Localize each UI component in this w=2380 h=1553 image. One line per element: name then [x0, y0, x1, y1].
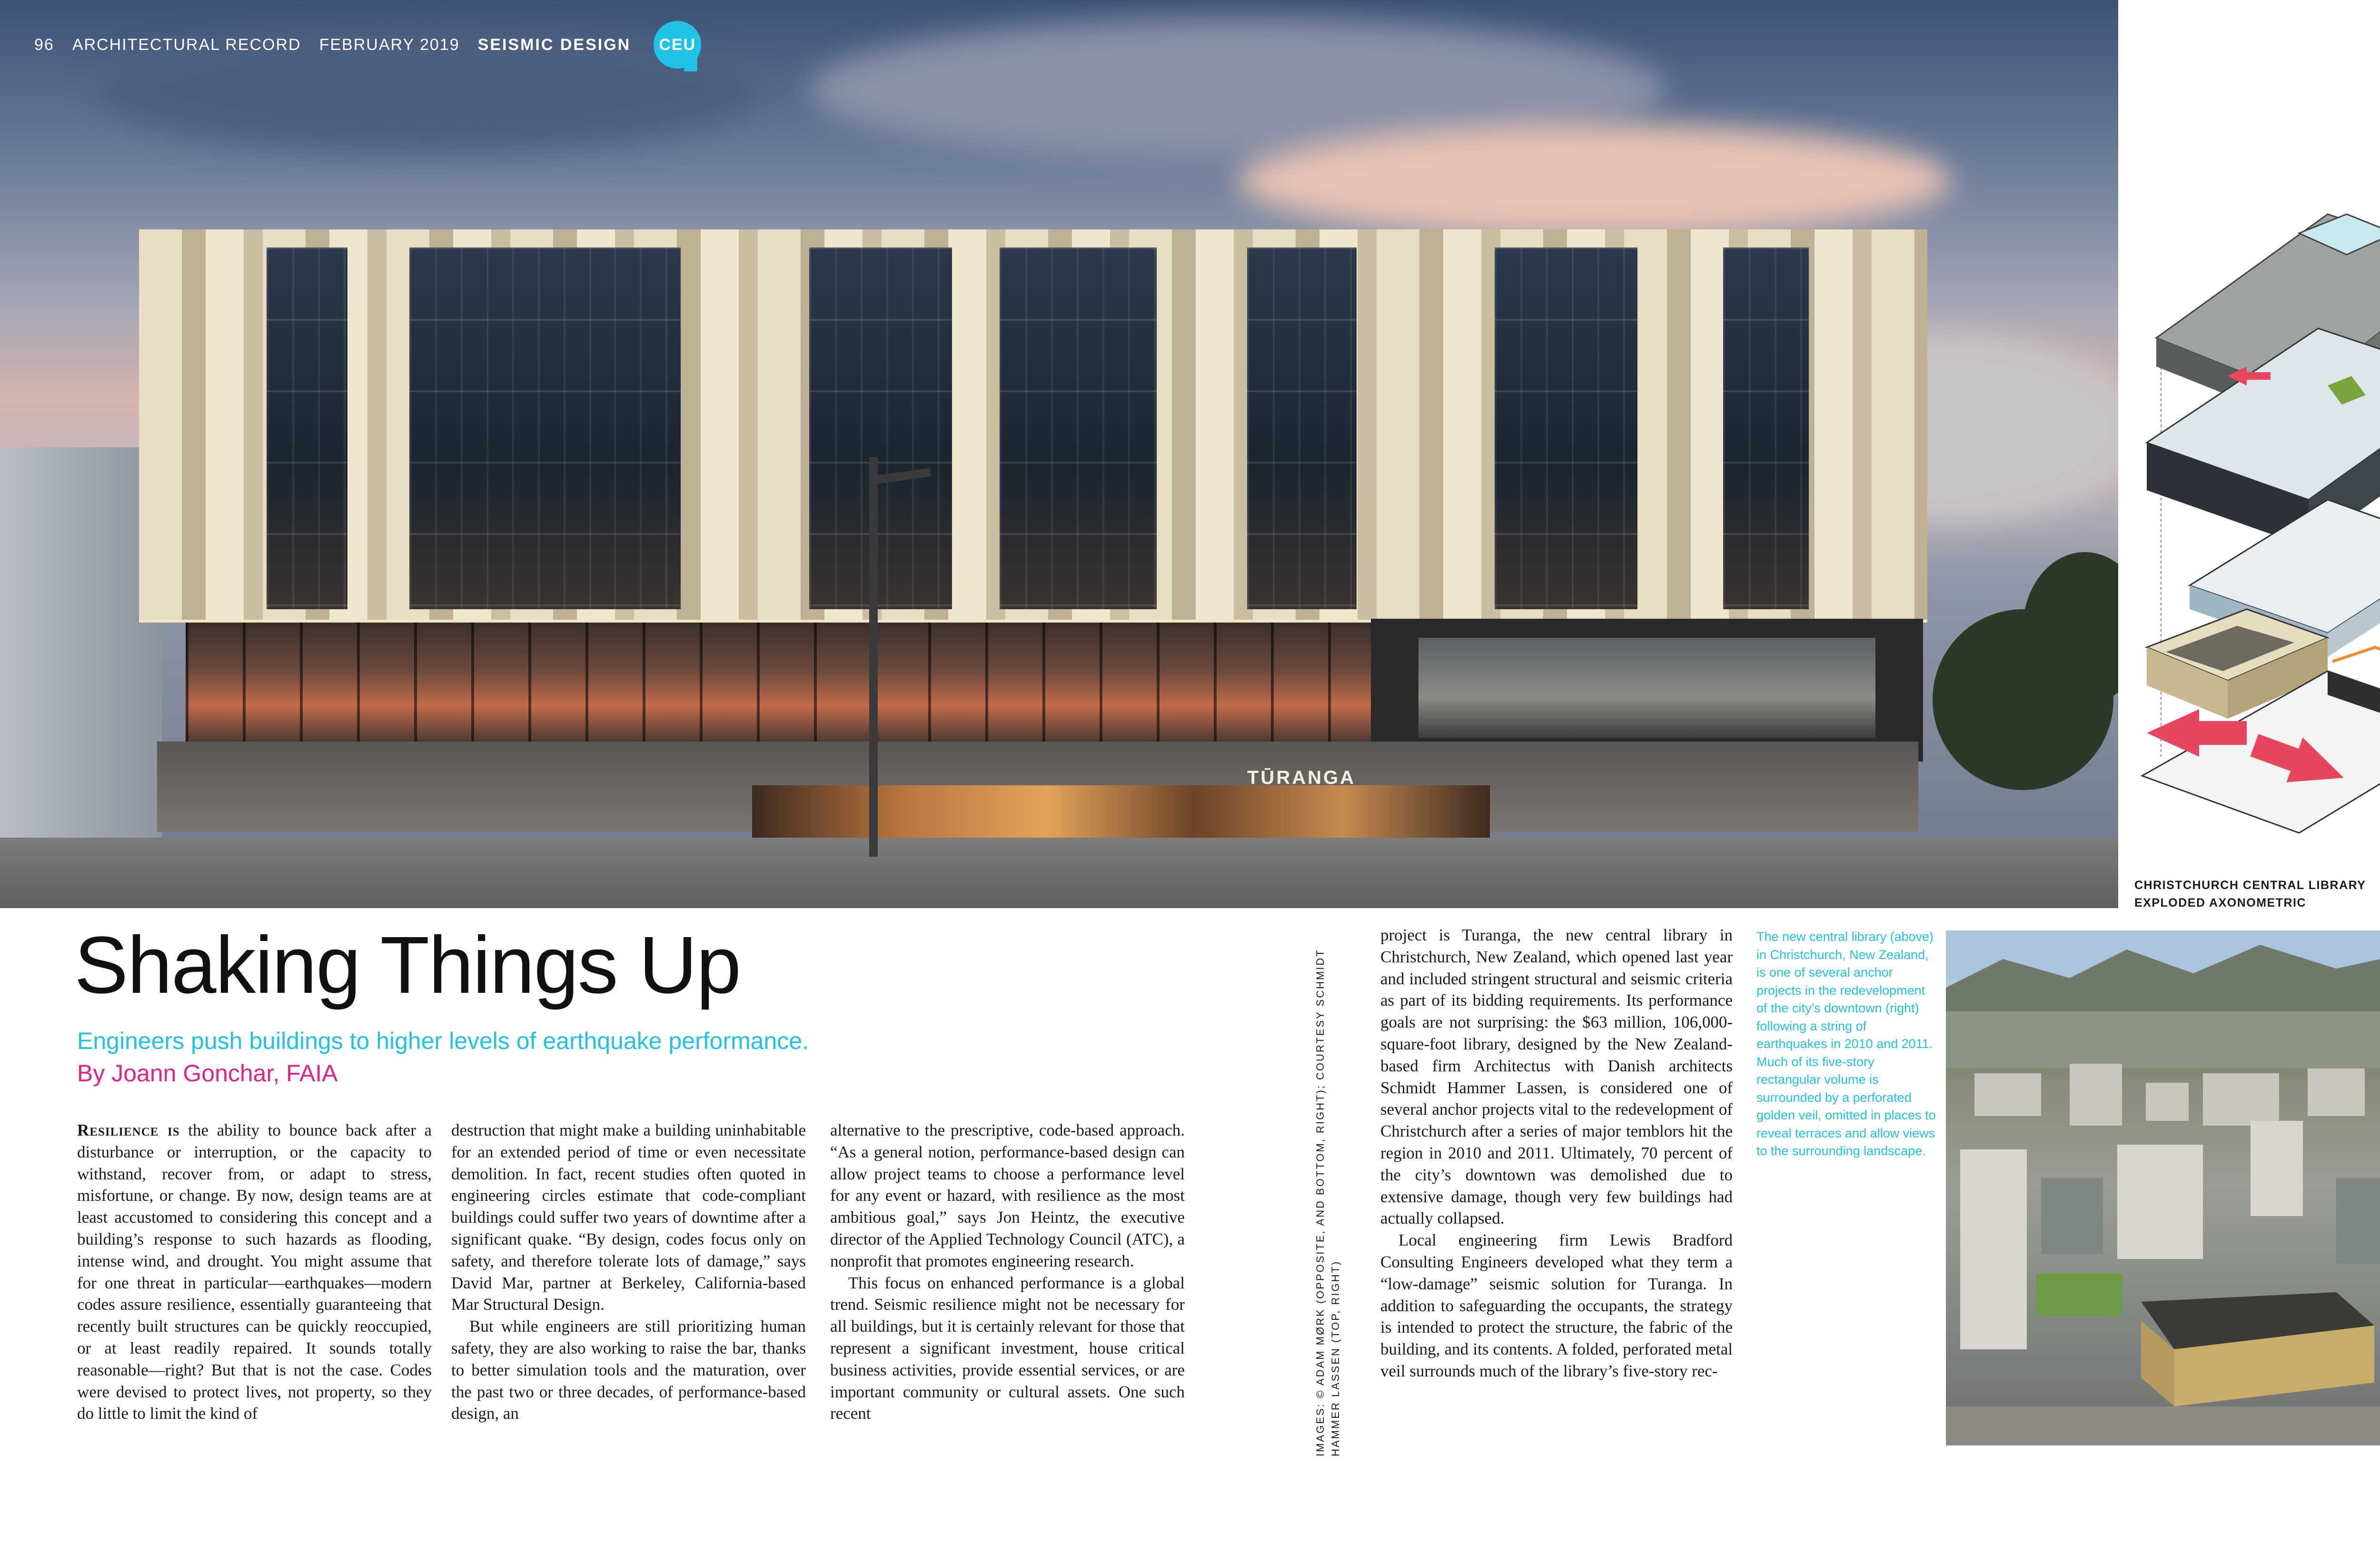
glazed-ground-floor	[186, 623, 1404, 742]
running-header	[34, 26, 701, 64]
article-title: Shaking Things Up	[74, 920, 741, 1010]
body-paragraph	[77, 1119, 432, 1424]
paragraph-text: the ability to bounce back after a disturbance or interruption, or the capacity to withstand, recover from, or adapt to stress, misfortune, or change. By now, design teams are at least accustomed to considering this concept and a building’s response to such hazards as flooding, intense wind, and drought. You might assume that for one threat in particular—earthquakes—modern codes assure resilience, essentially guaranteeing that recently built structures can be quickly reoccupied, or at least readily repaired. It sounds totally reasonable—right? But that is not the case. Codes were devised to protect lives, not property, so they do little to limit the kind of	[77, 1121, 432, 1423]
path-arrows	[2332, 647, 2380, 662]
dark-volume	[1371, 619, 1923, 762]
facade-window	[1000, 247, 1157, 609]
body-paragraph: alternative to the prescriptive, code-based approach. “As a general notion, performance-based design can allow project teams to choose a performance level for any event or hazard, with resilience as the most ambitious goal,” says Jon Heintz, the executive director of the Applied Technology Council (ATC), a nonprofit that promotes engineering research.	[830, 1121, 1185, 1270]
body-paragraph: project is Turanga, the new central library in Christchurch, New Zealand, which opened last year and included stringent structural and seismic criteria as part of its bidding requirements. Its performance goals are not surprising: the $63 million, 106,000-square-foot library, designed by the New Zealand-based firm Architectus with Danish architects Schmidt Hammer Lassen, is considered one of several anchor projects vital to the redevelopment of Christchurch after a series of major temblors hit the region in 2010 and 2011. Ultimately, 70 percent of the city’s downtown was demolished due to extensive damage, though very few buildings had actually collapsed.	[1380, 926, 1733, 1228]
ceu-badge	[654, 21, 701, 69]
body-paragraph: This focus on enhanced performance is a global trend. Seismic resilience might not be necessary for all buildings, but it is certainly relevant for those that represent a significant investment, house critical business activities, provide essential services, or are important community or cultural assets. One such recent	[830, 1273, 1185, 1423]
ceu-badge-label: CEU	[659, 35, 696, 54]
library-sign: TŪRANGA	[1247, 767, 1356, 788]
exploded-axonometric-diagram	[2128, 157, 2380, 861]
diagram-caption-line: CHRISTCHURCH CENTRAL LIBRARY	[2134, 879, 2366, 892]
facade-window	[267, 247, 347, 609]
photo-caption: The new central library (above) in Christchurch, New Zealand, is one of several anchor projects in the redevelopment of the city’s downtown (right) following a string of earthquakes in 2010 and 2011. Much of its five-story rectangular volume is surrounded by a perforated golden veil, omitted in places to reveal terraces and allow views to the surrounding landscape.	[1756, 930, 1936, 1158]
image-credit: IMAGES: © ADAM MØRK (OPPOSITE, AND BOTTOM, RIGHT); COURTESY SCHMIDT HAMMER LASSEN (TOP, RIGHT)	[1314, 949, 1341, 1456]
street-lamp	[869, 457, 878, 857]
publication-name: ARCHITECTURAL RECORD	[72, 35, 301, 54]
issue-date: FEBRUARY 2019	[319, 35, 460, 54]
diagram-caption	[2134, 877, 2366, 912]
facade-window	[409, 247, 619, 609]
facade-window	[1723, 247, 1809, 609]
facade-window	[1495, 247, 1637, 609]
street	[0, 838, 2118, 908]
facade-window	[809, 247, 952, 609]
body-paragraph: But while engineers are still prioritizing human safety, they are also working to raise the bar, thanks to better simulation tools and the maturation, over the past two or three decades, of performance-based design, an	[451, 1317, 806, 1423]
sky-cloud	[1238, 124, 1952, 238]
section-name: SEISMIC DESIGN	[477, 35, 631, 54]
lead-in: Resilience is	[77, 1121, 180, 1139]
body-column-3	[830, 1119, 1185, 1424]
adjacent-building	[0, 447, 162, 857]
article-dek: Engineers push buildings to higher levels of earthquake performance.	[77, 1028, 809, 1054]
page-number-left: 96	[34, 35, 54, 54]
aerial-photo-christchurch	[1946, 930, 2380, 1445]
diagram-caption-line: EXPLODED AXONOMETRIC	[2134, 896, 2307, 910]
body-column-4	[1380, 924, 1733, 1382]
body-paragraph: Local engineering firm Lewis Bradford Consulting Engineers developed what they term a “low-damage” seismic solution for Turanga. In addition to safeguarding the occupants, the strategy is intended to protect the structure, the fabric of the building, and its contents. A folded, perforated metal veil surrounds much of the library’s five-story rec-	[1380, 1231, 1733, 1380]
body-paragraph: destruction that might make a building uninhabitable for an extended period of time or even necessitate demolition. In fact, recent studies often quoted in engineering circles estimate that code-compliant buildings could suffer two years of downtime after a significant quake. “By design, codes focus only on safety, and therefore tolerate lots of damage,” says David Mar, partner at Berkeley, California-based Mar Structural Design.	[451, 1121, 806, 1314]
facade-window	[1247, 247, 1357, 609]
library-entrance	[752, 785, 1490, 842]
article-byline: By Joann Gonchar, FAIA	[77, 1060, 338, 1087]
body-column-1	[77, 1119, 432, 1424]
body-column-2	[451, 1119, 806, 1424]
facade-window	[614, 247, 681, 609]
